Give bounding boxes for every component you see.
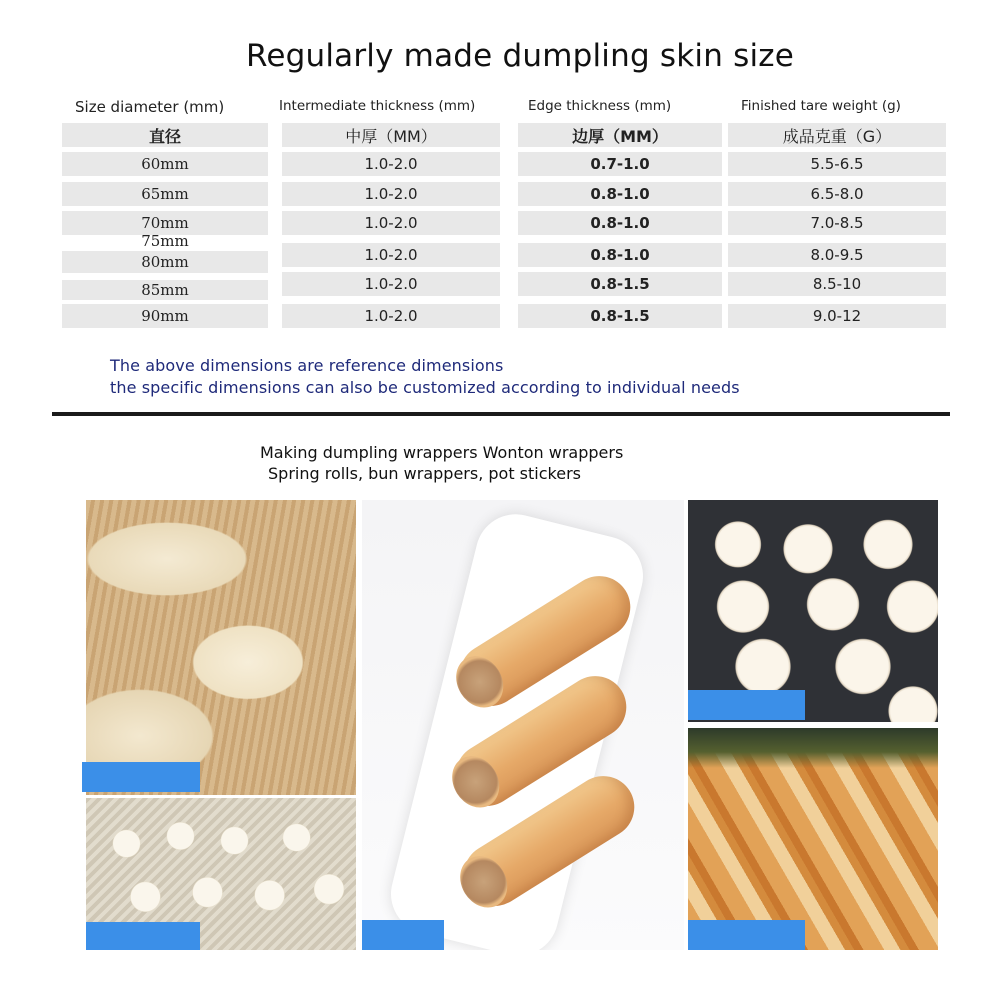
cell-diameter: 70mm (62, 211, 268, 235)
cell-weight: 8.5-10 (728, 272, 946, 296)
cell-intermediate: 1.0-2.0 (282, 182, 500, 206)
pot-sticker-photo (688, 728, 938, 950)
header-size-diameter: Size diameter (mm) (75, 98, 225, 116)
steamed-bun-photo (688, 500, 938, 722)
cell-edge: 0.8-1.0 (518, 182, 722, 206)
cell-weight: 8.0-9.5 (728, 243, 946, 267)
photo-label-tag (86, 922, 200, 950)
photo-label-tag (362, 920, 444, 950)
header-cn-edge: 边厚（MM） (518, 123, 722, 147)
table-row (0, 152, 1000, 178)
header-cn-diameter: 直径 (62, 123, 268, 147)
header-intermediate-thickness: Intermediate thickness (mm) (279, 98, 476, 114)
header-cn-intermediate: 中厚（MM） (282, 123, 500, 147)
cell-edge: 0.8-1.5 (518, 272, 722, 296)
note-line-2: the specific dimensions can also be customized according to individual needs (110, 378, 740, 397)
uses-line-1: Making dumpling wrappers Wonton wrappers (260, 443, 624, 462)
table-row (0, 304, 1000, 330)
cell-edge: 0.8-1.0 (518, 211, 722, 235)
cell-intermediate: 1.0-2.0 (282, 243, 500, 267)
cell-weight: 6.5-8.0 (728, 182, 946, 206)
header-cn-weight: 成品克重（G） (728, 123, 946, 147)
cell-edge: 0.8-1.0 (518, 243, 722, 267)
section-divider (52, 412, 950, 416)
cell-diameter: 65mm (62, 182, 268, 206)
dumpling-wrapper-photo (86, 500, 356, 795)
table-row (0, 272, 1000, 298)
header-edge-thickness: Edge thickness (mm) (528, 98, 672, 114)
cell-diameter-extra: 75mm (141, 232, 189, 250)
cell-intermediate: 1.0-2.0 (282, 152, 500, 176)
uses-line-2: Spring rolls, bun wrappers, pot stickers (268, 464, 581, 483)
note-line-1: The above dimensions are reference dimensions (110, 356, 504, 375)
cell-weight: 7.0-8.5 (728, 211, 946, 235)
photo-label-tag (688, 690, 805, 720)
cell-diameter: 90mm (62, 304, 268, 328)
cell-intermediate: 1.0-2.0 (282, 272, 500, 296)
cell-intermediate: 1.0-2.0 (282, 211, 500, 235)
cell-edge: 0.8-1.5 (518, 304, 722, 328)
header-finished-weight: Finished tare weight (g) (741, 98, 901, 114)
table-row (0, 182, 1000, 208)
cell-weight: 5.5-6.5 (728, 152, 946, 176)
photo-label-tag (82, 762, 200, 792)
spring-roll-photo (362, 500, 684, 950)
table-row (0, 243, 1000, 269)
cell-diameter: 80mm (62, 251, 268, 273)
cell-weight: 9.0-12 (728, 304, 946, 328)
cell-diameter: 85mm (62, 280, 268, 300)
cell-diameter: 60mm (62, 152, 268, 176)
photo-label-tag (688, 920, 805, 950)
cell-intermediate: 1.0-2.0 (282, 304, 500, 328)
cell-edge: 0.7-1.0 (518, 152, 722, 176)
page-title: Regularly made dumpling skin size (245, 38, 795, 74)
table-header-row-cn (0, 123, 1000, 149)
